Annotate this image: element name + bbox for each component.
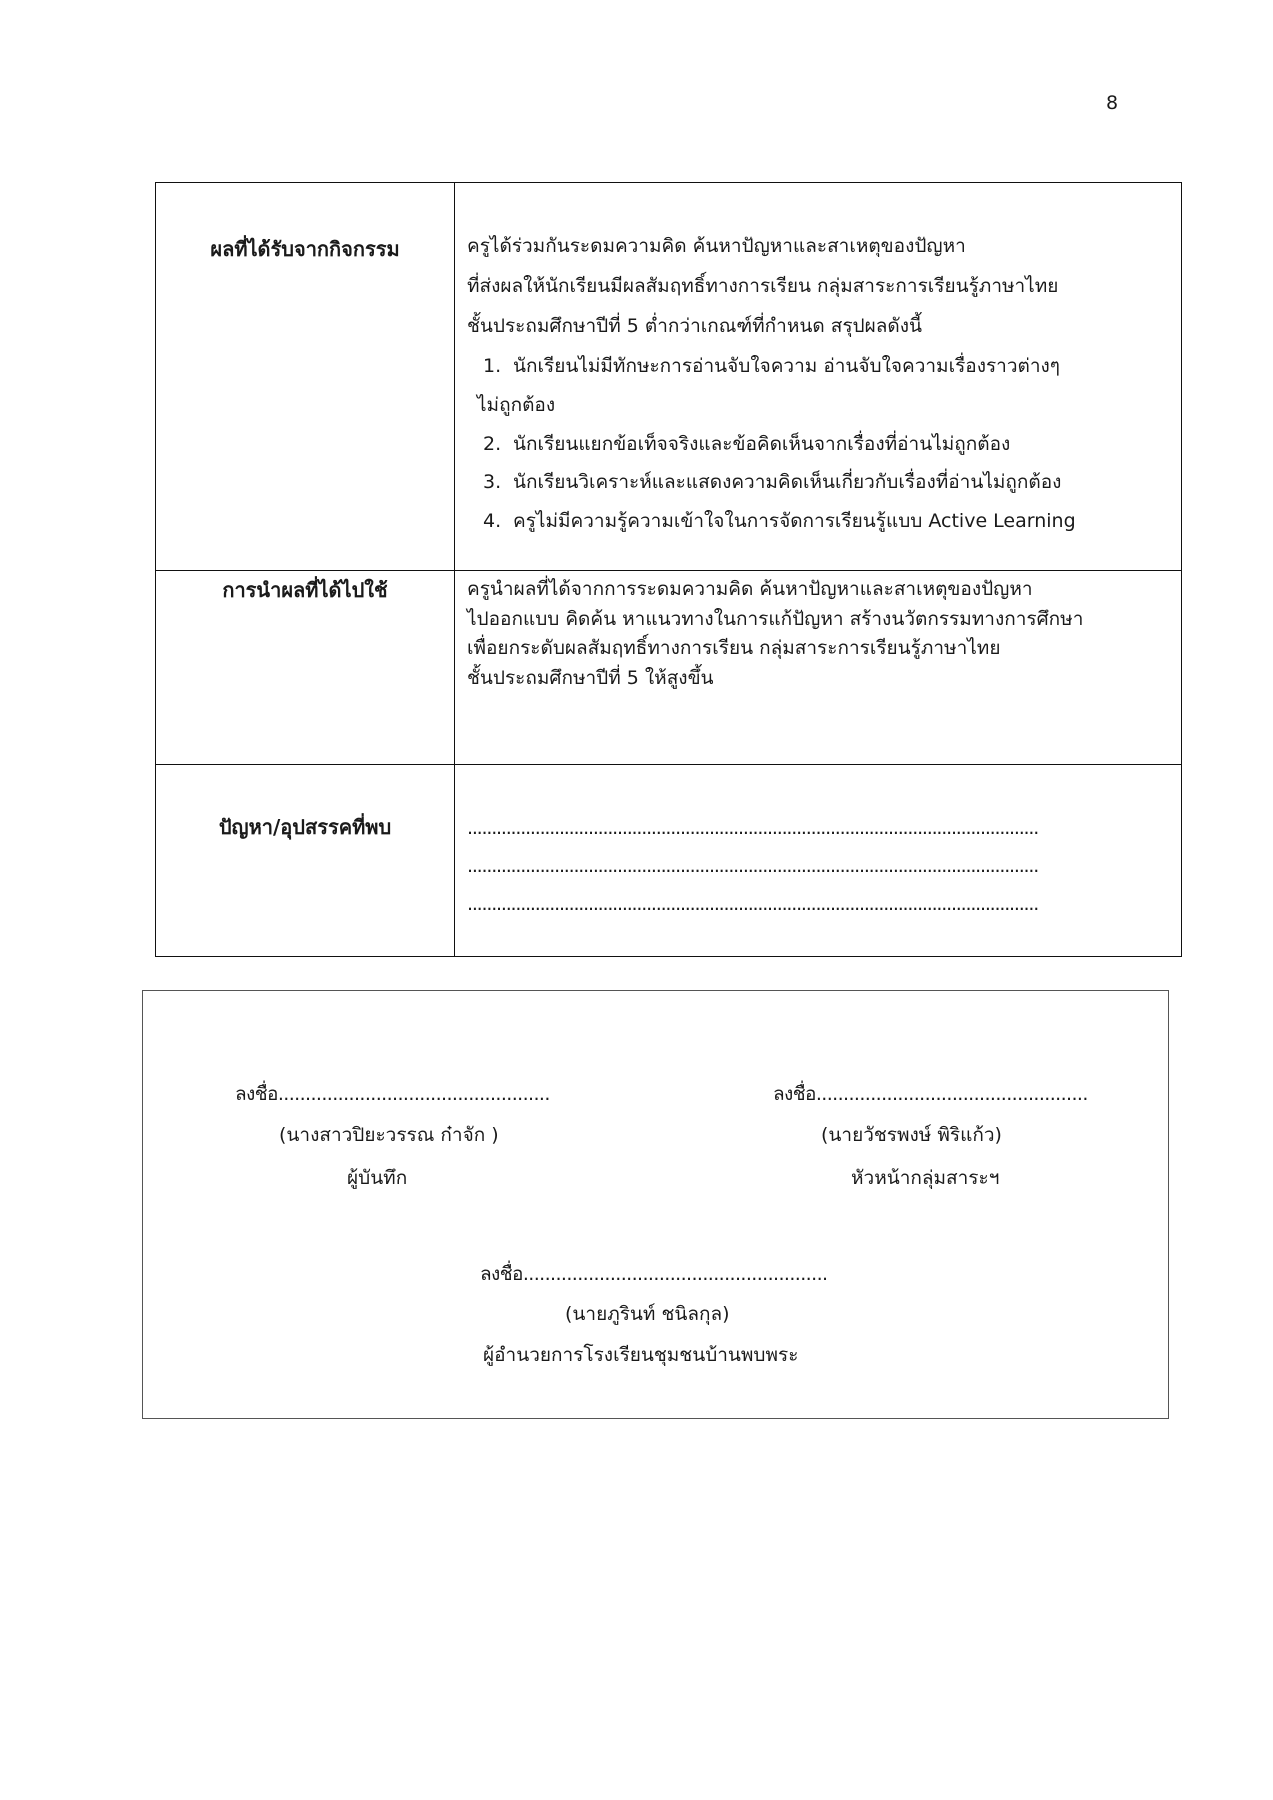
item-text: นักเรียนไม่มีทักษะการอ่านจับใจความ อ่านจับใจความเรื่องราวต่างๆ [513, 355, 1061, 377]
intro-line: ครูได้ร่วมกันระดมความคิด ค้นหาปัญหาและสาเหตุของปัญหา [467, 235, 966, 257]
blank-line-input[interactable]: ...................................................................................................................... [467, 855, 1039, 877]
director-name: (นายภูรินท์ ชนิลกุล) [565, 1303, 730, 1325]
recorder-role: ผู้บันทึก [347, 1167, 408, 1189]
item-number: 3. [483, 471, 502, 493]
list-item [483, 506, 1076, 536]
text-line: ไปออกแบบ คิดค้น หาแนวทางในการแก้ปัญหา สร้างนวัตกรรมทางการศึกษา [467, 608, 1084, 630]
row-label: การนำผลที่ได้ไปใช้ [222, 578, 388, 602]
item-number: 1. [483, 355, 502, 377]
text-line: เพื่อยกระดับผลสัมฤทธิ์ทางการเรียน กลุ่มสาระการเรียนรู้ภาษาไทย [467, 637, 1001, 659]
director-sign-line[interactable]: ลงชื่อ........................................................ [480, 1263, 828, 1285]
page-number: 8 [1106, 92, 1119, 114]
row-label: ผลที่ได้รับจากกิจกรรม [210, 237, 400, 261]
head-name: (นายวัชรพงษ์ พิริแก้ว) [821, 1124, 1002, 1146]
item-number: 4. [483, 510, 502, 532]
activity-record-table [155, 182, 1182, 957]
director-role: ผู้อำนวยการโรงเรียนชุมชนบ้านพบพระ [483, 1344, 799, 1366]
item-text: นักเรียนวิเคราะห์และแสดงความคิดเห็นเกี่ยวกับเรื่องที่อ่านไม่ถูกต้อง [513, 471, 1062, 493]
row-apply-results [156, 570, 1181, 765]
row-label: ปัญหา/อุปสรรคที่พบ [218, 815, 392, 839]
blank-line-input[interactable]: ...................................................................................................................... [467, 817, 1039, 839]
text-line: ชั้นประถมศึกษาปีที่ 5 ให้สูงขึ้น [467, 667, 714, 689]
signature-box [142, 990, 1169, 1419]
head-role: หัวหน้ากลุ่มสาระฯ [851, 1167, 1000, 1189]
row-problems [156, 764, 1181, 957]
item-number: 2. [483, 433, 502, 455]
blank-line-input[interactable]: ...................................................................................................................... [467, 893, 1039, 915]
recorder-sign-line[interactable]: ลงชื่อ.................................................. [235, 1083, 550, 1105]
list-item [483, 429, 1010, 459]
item-continuation: ไม่ถูกต้อง [477, 394, 556, 416]
item-text: ครูไม่มีความรู้ความเข้าใจในการจัดการเรียนรู้แบบ Active Learning [513, 510, 1076, 532]
intro-line: ที่ส่งผลให้นักเรียนมีผลสัมฤทธิ์ทางการเรียน กลุ่มสาระการเรียนรู้ภาษาไทย [467, 275, 1059, 297]
list-item [483, 467, 1061, 497]
recorder-name: (นางสาวปิยะวรรณ ก๋าจัก ) [279, 1124, 499, 1146]
list-item [483, 351, 1060, 381]
intro-line: ชั้นประถมศึกษาปีที่ 5 ต่ำกว่าเกณฑ์ที่กำหนด สรุปผลดังนี้ [467, 315, 922, 337]
head-sign-line[interactable]: ลงชื่อ.................................................. [773, 1083, 1088, 1105]
item-text: นักเรียนแยกข้อเท็จจริงและข้อคิดเห็นจากเรื่องที่อ่านไม่ถูกต้อง [513, 433, 1011, 455]
row-activity-results [156, 183, 1181, 570]
text-line: ครูนำผลที่ได้จากการระดมความคิด ค้นหาปัญหาและสาเหตุของปัญหา [467, 578, 1033, 600]
